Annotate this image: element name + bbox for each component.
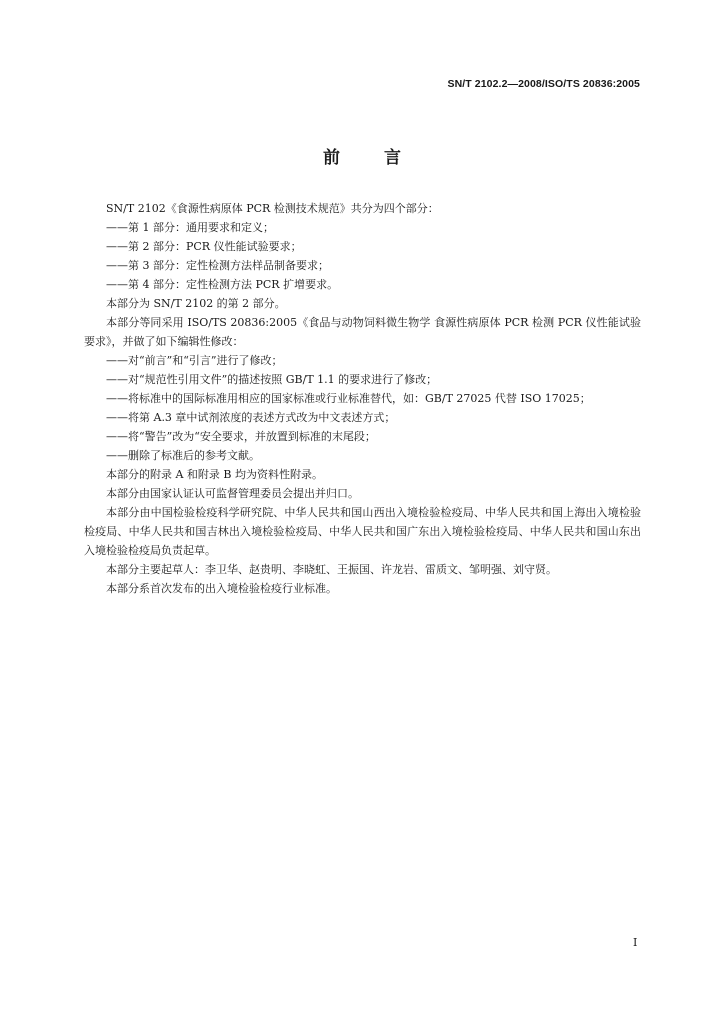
paragraph: 本部分的附录 A 和附录 B 均为资料性附录。 (106, 468, 324, 481)
paragraph: 本部分为 SN/T 2102 的第 2 部分。 (106, 297, 286, 310)
list-item: ——第 2 部分：PCR 仪性能试验要求； (106, 240, 302, 253)
list-item: ——第 1 部分：通用要求和定义； (106, 221, 274, 234)
paragraph: 本部分系首次发布的出入境检验检疫行业标准。 (106, 582, 337, 595)
paragraph: 本部分主要起草人：李卫华、赵贵明、李晓虹、王振国、许龙岩、雷质文、邹明强、刘守贤。 (106, 563, 557, 576)
list-item: ——将“警告”改为“安全要求，并放置到标准的末尾段； (106, 430, 376, 443)
list-item: ——第 4 部分：定性检测方法 PCR 扩增要求。 (106, 278, 339, 291)
list-item: ——将第 A.3 章中试剂浓度的表述方式改为中文表述方式； (106, 411, 396, 424)
list-item: ——第 3 部分：定性检测方法样品制备要求； (106, 259, 329, 272)
list-item: ——将标准中的国际标准用相应的国家标准或行业标准替代，如：GB/T 27025 代替 ISO 17025； (106, 392, 591, 405)
paragraph: 本部分由国家认证认可监督管理委员会提出并归口。 (106, 487, 359, 500)
paragraph: 本部分由中国检验检疫科学研究院、中华人民共和国山西出入境检验检疫局、中华人民共和国上海出入境检验检疫局、中华人民共和国吉林出入境检验检疫局、中华人民共和国广东出入境检验检疫局、中华人民共和国山东出入境检验检疫局负责起草。 (84, 506, 641, 557)
paragraph: SN/T 2102《食源性病原体 PCR 检测技术规范》共分为四个部分： (106, 202, 439, 215)
paragraph: 本部分等同采用 ISO/TS 20836:2005《食品与动物饲料微生物学 食源性病原体 PCR 检测 PCR 仪性能试验要求》，并做了如下编辑性修改： (84, 316, 641, 348)
page-number: I (633, 936, 638, 949)
standard-code: SN/T 2102.2—2008/ISO/TS 20836:2005 (447, 78, 640, 90)
list-item: ——对“前言”和“引言”进行了修改； (106, 354, 283, 367)
list-item: ——删除了标准后的参考文献。 (106, 449, 260, 462)
page-title: 前言 (323, 148, 445, 168)
list-item: ——对“规范性引用文件”的描述按照 GB/T 1.1 的要求进行了修改； (106, 373, 438, 386)
foreword-body (84, 199, 641, 598)
